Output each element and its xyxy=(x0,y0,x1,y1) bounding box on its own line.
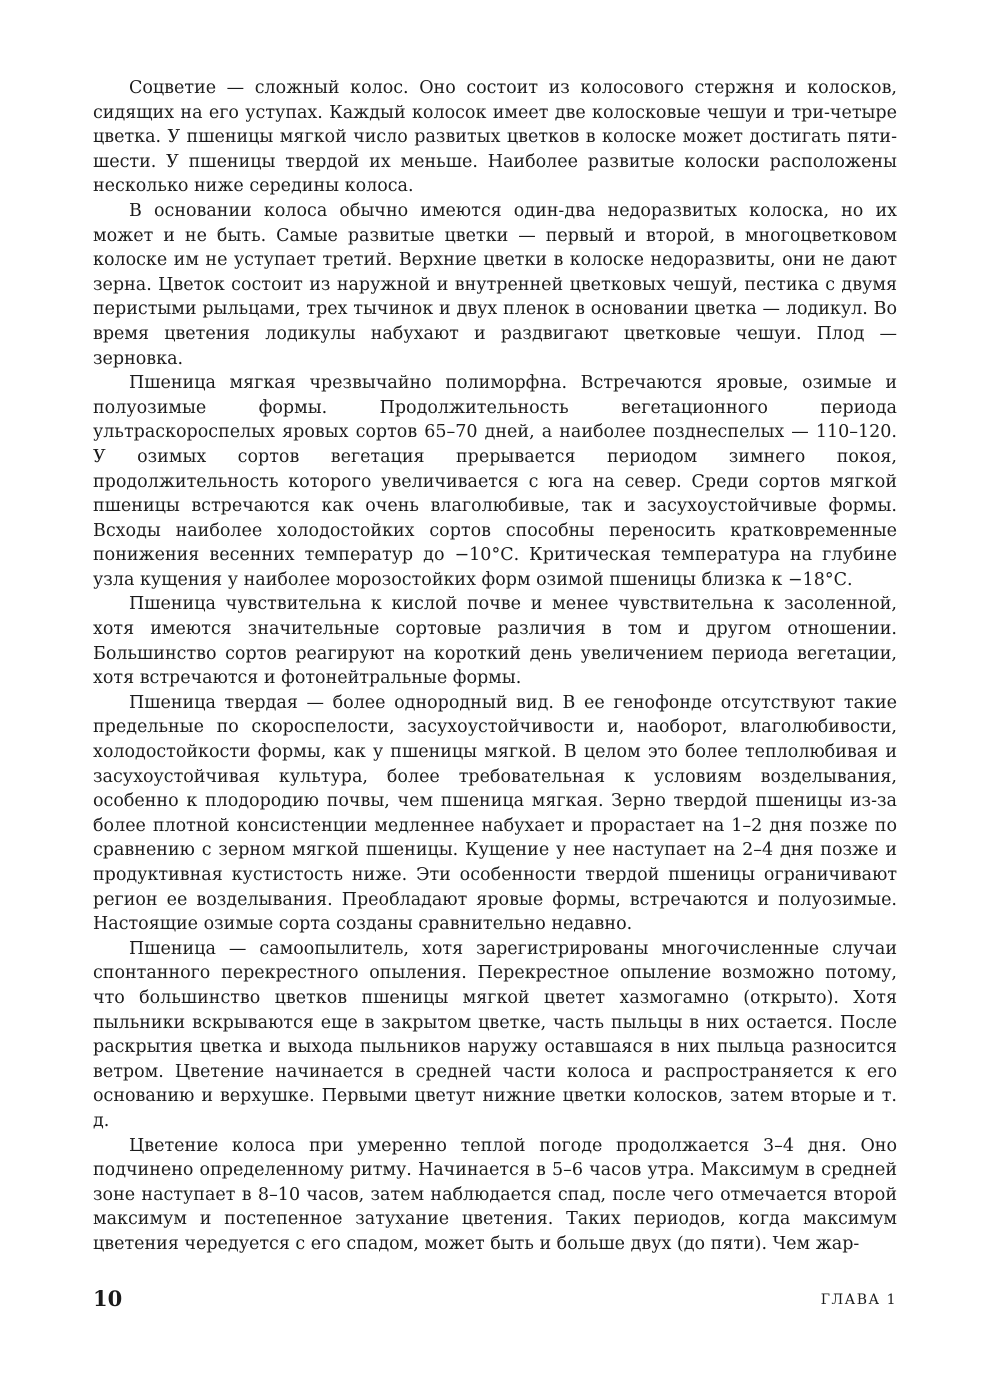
paragraph-flowering: Цветение колоса при умеренно теплой погоде продолжается 3–4 дня. Оно подчинено определенному ритму. Начинается в 5–6 часов утра. Максимум в средней зоне наступает в 8–10 часов, затем наблюдается спад, после чего отмечается второй максимум и постепенное затухание цветения. Таких периодов, когда максимум цветения чередуется с его спадом, может быть и больше двух (до пяти). Чем жар- xyxy=(93,1135,897,1254)
paragraph-durum-wheat: Пшеница твердая — более однородный вид. В ее генофонде отсутствуют такие предельные по скороспелости, засухоустойчивости и, наоборот, влаголюбивости, холодостойкости формы, как у пшеницы мягкой. В целом это более теплолюбивая и засухоустойчивая культура, более требовательная к условиям возделывания, особенно к плодородию почвы, чем пшеница мягкая. Зерно твердой пшеницы из-за более плотной консистенции медленнее набухает и прорастает на 1–2 дня позже по сравнению с зерном мягкой пшеницы. Кущение у нее наступает на 2–4 дня позже и продуктивная кустистость ниже. Эти особенности твердой пшеницы ограничивают регион ее возделывания. Преобладают яровые формы, встречаются и полуозимые. Настоящие озимые сорта созданы сравнительно недавно. xyxy=(93,692,897,935)
paragraph-inflorescence: Соцветие — сложный колос. Оно состоит из колосового стержня и колосков, сидящих на его уступах. Каждый колосок имеет две колосковые чешуи и три-четыре цветка. У пшеницы мягкой число развитых цветков в колоске может достигать пяти-шести. У пшеницы твердой их меньше. Наиболее развитые колоски расположены несколько ниже середины колоса. xyxy=(93,78,897,197)
page-footer xyxy=(93,1284,897,1314)
paragraph-spikelet-base: В основании колоса обычно имеются один-два недоразвитых колоска, но их может и не быть. Самые развитые цветки — первый и второй, в многоцветковом колоске им не уступает третий. Верхние цветки в колоске недоразвиты, они не дают зерна. Цветок состоит из наружной и внутренней цветковых чешуй, пестика с двумя перистыми рыльцами, трех тычинок и двух пленок в основании цветка — лодикул. Во время цветения лодикулы набухают и раздвигают цветковые чешуи. Плод — зерновка. xyxy=(93,200,897,369)
paragraph-pollination: Пшеница — самоопылитель, хотя зарегистрированы многочисленные случаи спонтанного перекрестного опыления. Перекрестное опыление возможно потому, что большинство цветков пшеницы мягкой цветет хазмогамно (открыто). Хотя пыльники вскрываются еще в закрытом цветке, часть пыльцы в них остается. После раскрытия цветка и выхода пыльников наружу оставшаяся в них пыльца разносится ветром. Цветение начинается в средней части колоса и распространяется к его основанию и верхушке. Первыми цветут нижние цветки колосков, затем вторые и т. д. xyxy=(93,938,897,1131)
paragraph-soft-wheat: Пшеница мягкая чрезвычайно полиморфна. Встречаются яровые, озимые и полуозимые формы. Продолжительность вегетационного периода ультраскороспелых яровых сортов 65–70 дней, а наиболее позднеспелых — 110–120. У озимых сортов вегетация прерывается периодом зимнего покоя, продолжительность которого увеличивается с юга на север. Среди сортов мягкой пшеницы встречаются как очень влаголюбивые, так и засухоустойчивые формы. Всходы наиболее холодостойких сортов способны переносить кратковременные понижения весенних температур до −10°С. Критическая температура на глубине узла кущения у наиболее морозостойких форм озимой пшеницы близка к −18°С. xyxy=(93,373,897,590)
page-body xyxy=(93,76,897,1257)
chapter-label: ГЛАВА 1 xyxy=(820,1292,897,1308)
paragraph-soil-sensitivity: Пшеница чувствительна к кислой почве и менее чувствительна к засоленной, хотя имеются значительные сортовые различия в том и другом отношении. Большинство сортов реагируют на короткий день увеличением периода вегетации, хотя встречаются и фотонейтральные формы. xyxy=(93,594,897,689)
page-number: 10 xyxy=(93,1286,123,1311)
